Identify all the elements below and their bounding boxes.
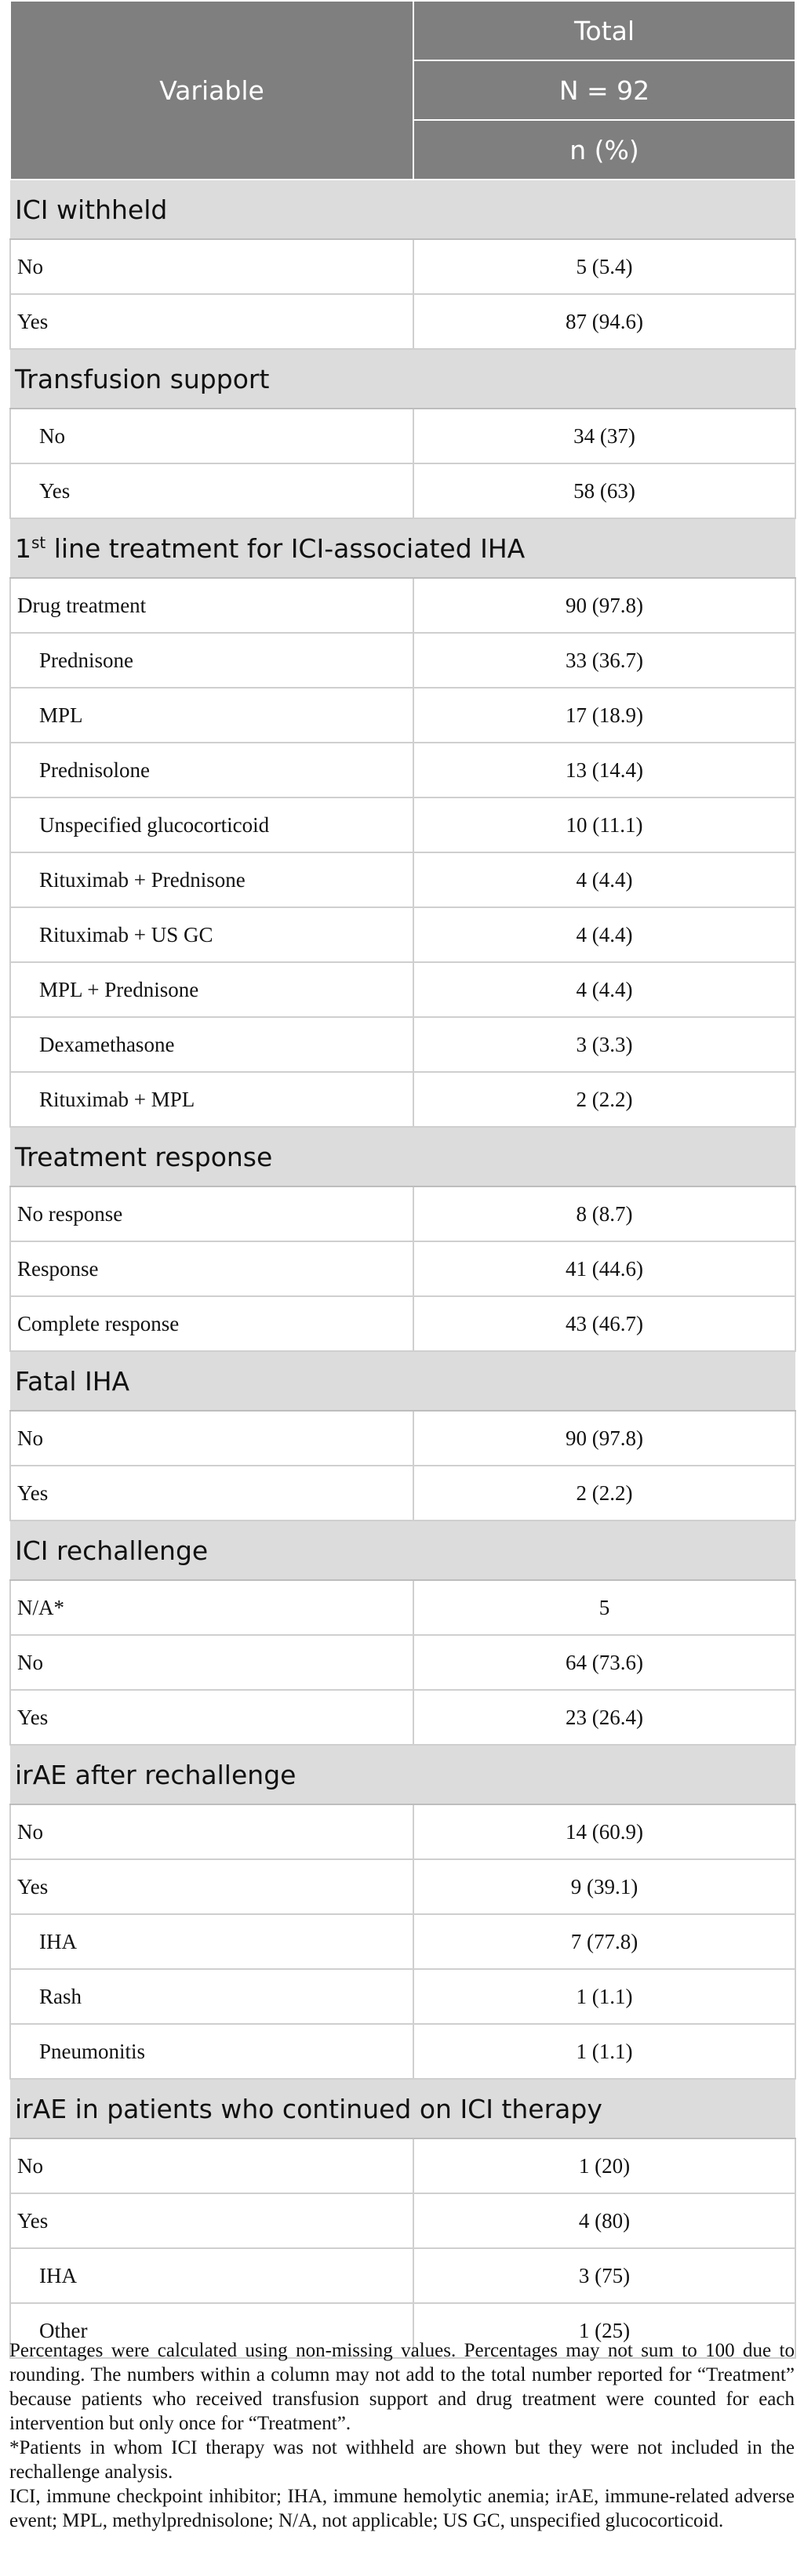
table-row [10,1859,795,1914]
section-title-superscript: st [31,532,46,552]
row-label: Yes [10,1690,413,1745]
row-label: Rituximab + US GC [10,907,413,962]
footnote-percentages: Percentages were calculated using non-missing values. Percentages may not sum to 100 due to rounding. The numbers within a column may not add to the total number reported for “Treatment” because patients who received transfusion support and drug treatment were counted for each intervention but only once for “Treatment”. [9,2340,795,2434]
row-value: 5 (5.4) [413,239,795,294]
row-value: 4 (80) [413,2193,795,2248]
table-row [10,907,795,962]
row-label: Pneumonitis [10,2024,413,2079]
table-row [10,1690,795,1745]
row-value: 4 (4.4) [413,852,795,907]
row-label: Response [10,1241,413,1296]
table-row [10,409,795,463]
row-value: 1 (1.1) [413,1969,795,2024]
table-row [10,2248,795,2303]
row-label: No [10,2138,413,2193]
row-value: 5 [413,1580,795,1635]
table-body [10,180,795,2358]
row-label: Yes [10,294,413,349]
section-header-row [10,180,795,239]
row-label: Prednisone [10,633,413,688]
table-row [10,239,795,294]
row-value: 2 (2.2) [413,1466,795,1521]
row-label: MPL + Prednisone [10,962,413,1017]
row-label: Yes [10,1859,413,1914]
table-row [10,1914,795,1969]
section-header-row [10,1745,795,1804]
row-label: Other [10,2303,413,2358]
table-row [10,743,795,798]
table-row [10,1017,795,1072]
row-value: 1 (25) [413,2303,795,2358]
table-footnotes [9,2338,795,2533]
table-row [10,1241,795,1296]
row-label: MPL [10,688,413,743]
row-label: Dexamethasone [10,1017,413,1072]
row-value: 23 (26.4) [413,1690,795,1745]
variable-column-header: Variable [10,1,413,180]
row-label: Yes [10,1466,413,1521]
table-row [10,633,795,688]
table-row [10,1804,795,1859]
row-value: 3 (3.3) [413,1017,795,1072]
table-row [10,1072,795,1127]
total-column-header: Total [413,1,795,60]
row-value: 43 (46.7) [413,1296,795,1351]
section-title-part: 1 [15,532,31,564]
row-value: 1 (1.1) [413,2024,795,2079]
table-row [10,798,795,852]
section-header-row [10,1127,795,1186]
table-row [10,1186,795,1241]
row-value: 3 (75) [413,2248,795,2303]
table-row [10,578,795,633]
unit-header: n (%) [413,120,795,180]
row-value: 64 (73.6) [413,1635,795,1690]
section-title: Fatal IHA [10,1351,795,1411]
row-value: 1 (20) [413,2138,795,2193]
section-header-row [10,2079,795,2138]
table-header [10,1,795,180]
row-value: 90 (97.8) [413,1411,795,1466]
table-row [10,688,795,743]
row-value: 90 (97.8) [413,578,795,633]
row-label: Unspecified glucocorticoid [10,798,413,852]
row-label: No [10,409,413,463]
row-label: No [10,1411,413,1466]
footnote-asterisk: *Patients in whom ICI therapy was not withheld are shown but they were not included in the rechallenge analysis. [9,2437,795,2483]
section-title: ICI withheld [10,180,795,239]
table-row [10,1411,795,1466]
table-row [10,463,795,518]
footnote-abbreviations: ICI, immune checkpoint inhibitor; IHA, immune hemolytic anemia; irAE, immune-related adverse event; MPL, methylprednisolone; N/A, not applicable; US GC, unspecified glucocorticoid. [9,2486,795,2531]
row-value: 2 (2.2) [413,1072,795,1127]
table-row [10,294,795,349]
section-title: Transfusion support [10,349,795,409]
results-table [9,0,796,2359]
section-title [10,518,795,578]
row-label: No [10,1635,413,1690]
section-title: irAE in patients who continued on ICI therapy [10,2079,795,2138]
table-row [10,2138,795,2193]
section-title: irAE after rechallenge [10,1745,795,1804]
row-value: 87 (94.6) [413,294,795,349]
row-label: Yes [10,2193,413,2248]
row-value: 14 (60.9) [413,1804,795,1859]
results-table-container [9,0,795,2359]
row-value: 8 (8.7) [413,1186,795,1241]
row-label: No [10,239,413,294]
row-value: 10 (11.1) [413,798,795,852]
row-value: 4 (4.4) [413,907,795,962]
table-row [10,852,795,907]
table-row [10,962,795,1017]
section-title: ICI rechallenge [10,1521,795,1580]
row-label: Rituximab + Prednisone [10,852,413,907]
table-row [10,1969,795,2024]
section-title: Treatment response [10,1127,795,1186]
row-value: 17 (18.9) [413,688,795,743]
row-label: Complete response [10,1296,413,1351]
section-header-row [10,518,795,578]
section-header-row [10,1351,795,1411]
row-value: 58 (63) [413,463,795,518]
row-label: IHA [10,1914,413,1969]
row-label: Prednisolone [10,743,413,798]
table-row [10,1580,795,1635]
table-row [10,1635,795,1690]
row-value: 9 (39.1) [413,1859,795,1914]
row-label: IHA [10,2248,413,2303]
row-value: 4 (4.4) [413,962,795,1017]
section-header-row [10,1521,795,1580]
n-total-header: N = 92 [413,60,795,120]
row-label: No [10,1804,413,1859]
table-row [10,1466,795,1521]
row-label: Rituximab + MPL [10,1072,413,1127]
table-row [10,2193,795,2248]
row-label: No response [10,1186,413,1241]
table-row [10,2024,795,2079]
row-value: 41 (44.6) [413,1241,795,1296]
table-row [10,1296,795,1351]
row-label: Yes [10,463,413,518]
section-title-part: line treatment for ICI-associated IHA [45,532,526,564]
row-value: 13 (14.4) [413,743,795,798]
row-value: 34 (37) [413,409,795,463]
row-label: Rash [10,1969,413,2024]
row-value: 33 (36.7) [413,633,795,688]
row-value: 7 (77.8) [413,1914,795,1969]
row-label: Drug treatment [10,578,413,633]
row-label: N/A* [10,1580,413,1635]
section-header-row [10,349,795,409]
